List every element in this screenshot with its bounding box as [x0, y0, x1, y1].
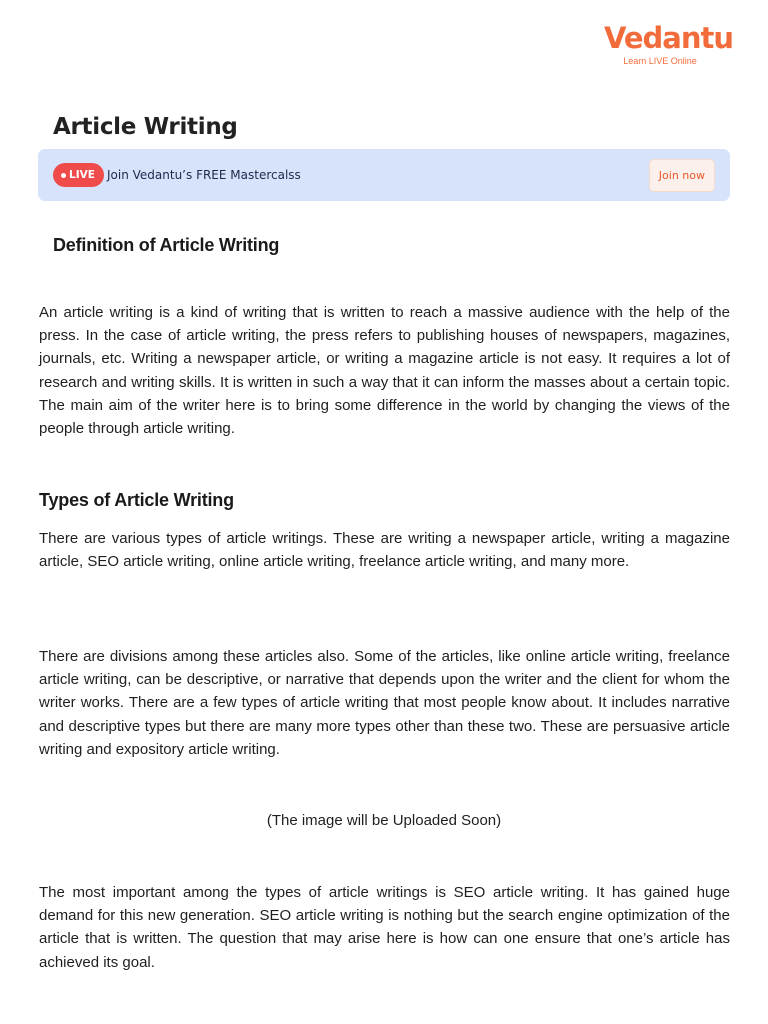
vedantu-logo[interactable]	[604, 21, 734, 66]
join-now-button[interactable]: Join now	[649, 159, 715, 192]
types-paragraph-2: There are divisions among these articles also. Some of the articles, like online article writing, freelance article writing, can be descriptive, or narrative that depends upon the writer and the client for whom the writer works. There are a few types of article writing that most people know about. It includes narrative and descriptive types but there are many more types other than these two. These are persuasive article writing and expository article writing.	[39, 648, 730, 758]
live-dot-icon	[61, 173, 66, 178]
live-badge-label: LIVE	[69, 169, 95, 181]
logo-tagline: Learn LIVE Online	[623, 56, 697, 66]
masterclass-banner[interactable]	[38, 149, 730, 201]
definition-heading: Definition of Article Writing	[53, 235, 280, 255]
types-paragraph-1: There are various types of article writings. These are writing a newspaper article, writing a magazine article, SEO article writing, online article writing, freelance article writing, and many more.	[39, 530, 730, 571]
page-title: Article Writing	[53, 114, 238, 140]
definition-paragraph: An article writing is a kind of writing that is written to reach a massive audience with the help of the press. In the case of article writing, the press refers to publishing houses of newspapers, magazines, journals, etc. Writing a newspaper article, or writing a magazine article is not easy. It requires a lot of research and writing skills. It is written in such a way that it can inform the masses about a certain topic. The main aim of the writer here is to bring some difference in the world by changing the views of the people through article writing.	[39, 304, 730, 438]
types-heading: Types of Article Writing	[39, 490, 234, 510]
banner-text: Join Vedantu’s FREE Mastercalss	[107, 168, 301, 182]
live-badge	[53, 163, 104, 187]
image-placeholder-text: (The image will be Uploaded Soon)	[266, 812, 502, 829]
types-paragraph-3: The most important among the types of article writings is SEO article writing. It has gained huge demand for this new generation. SEO article writing is nothing but the search engine optimization of the article that is written. The question that may arise here is how can one ensure that one’s article has achieved its goal.	[39, 884, 730, 971]
logo-wordmark: Vedantu	[604, 21, 734, 55]
